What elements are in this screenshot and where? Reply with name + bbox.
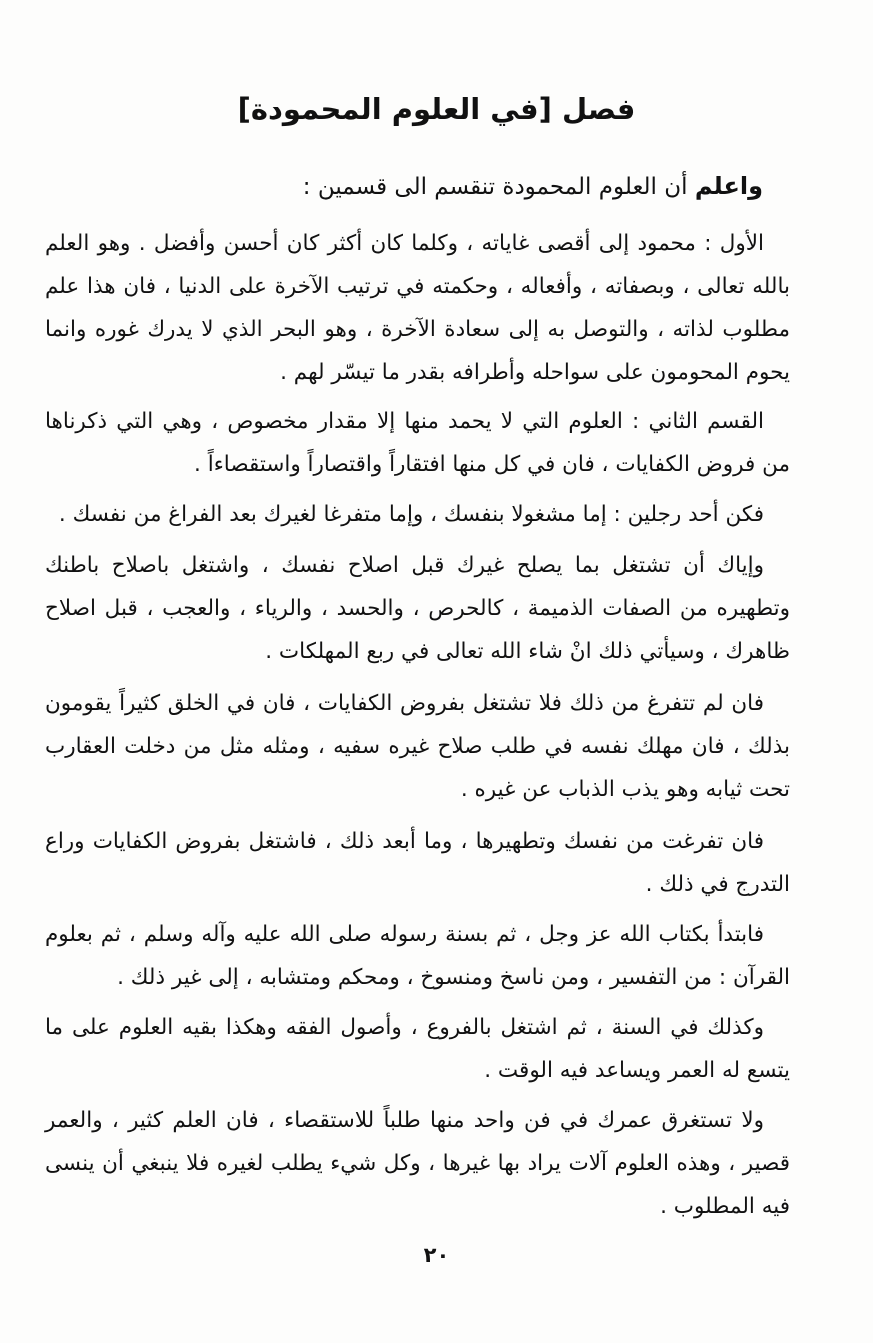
page-number: ٢٠	[423, 1243, 450, 1267]
paragraph-first-category: الأول : محمود إلى أقصى غاياته ، وكلما كان أكثر كان أحسن وأفضل . وهو العلم بالله تعالى ، وبصفاته ، وأفعاله ، وحكمته في ترتيب الآخرة على الدنيا ، فان هذا علم مطلوب لذاته ، والتوصل به إلى سعادة الآخرة ، وهو البحر الذي لا يدرك غوره وانما يحوم المحومون على سواحله وأطرافه بقدر ما تيسّر لهم .	[45, 231, 790, 385]
paragraph-second-category: القسم الثاني : العلوم التي لا يحمد منها إلا مقدار مخصوص ، وهي التي ذكرناها من فروض الكفايات ، فان في كل منها افتقاراً واقتصاراً واستقصاءاً .	[45, 409, 790, 477]
paragraph-two-men: فكن أحد رجلين : إما مشغولا بنفسك ، وإما متفرغا لغيرك بعد الفراغ من نفسك .	[58, 502, 764, 527]
paragraph-lifetime-knowledge: ولا تستغرق عمرك في فن واحد منها طلباً للاستقصاء ، فان العلم كثير ، والعمر قصير ، وهذه العلوم آلات يراد بها غيرها ، وكل شيء يطلب لغيره فلا ينبغي أن ينسى فيه المطلوب .	[45, 1108, 790, 1219]
intro-sentence	[303, 172, 763, 200]
paragraph-collective-duties: فان لم تتفرغ من ذلك فلا تشتغل بفروض الكفايات ، فان في الخلق كثيراً يقومون بذلك ، فان مهلك نفسه في طلب صلاح غيره سفيه ، ومثله مثل من دخلت العقارب تحت ثيابه وهو يذب الذباب عن غيره .	[45, 691, 790, 802]
paragraph-sunnah-jurisprudence: وكذلك في السنة ، ثم اشتغل بالفروع ، وأصول الفقه وهكذا بقيه العلوم على ما يتسع له العمر ويساعد فيه الوقت .	[45, 1015, 790, 1083]
intro-lead-word: واعلم	[694, 172, 763, 200]
intro-rest: أن العلوم المحمودة تنقسم الى قسمين :	[302, 174, 695, 200]
paragraph-gradual-progress: فان تفرغت من نفسك وتطهيرها ، وما أبعد ذلك ، فاشتغل بفروض الكفايات وراع التدرج في ذلك .	[45, 829, 790, 897]
paragraph-quran-sciences: فابتدأ بكتاب الله عز وجل ، ثم بسنة رسوله صلى الله عليه وآله وسلم ، ثم بعلوم القرآن : من التفسير ، ومن ناسخ ومنسوخ ، ومحكم ومتشابه ، إلى غير ذلك .	[45, 922, 790, 990]
paragraph-self-reform: وإياك أن تشتغل بما يصلح غيرك قبل اصلاح نفسك ، واشتغل باصلاح باطنك وتطهيره من الصفات الذميمة ، كالحرص ، والحسد ، والرياء ، والعجب ، قبل اصلاح ظاهرك ، وسيأتي ذلك انْ شاء الله تعالى في ربع المهلكات .	[45, 553, 790, 664]
chapter-title: فصل [في العلوم المحمودة]	[237, 92, 636, 126]
